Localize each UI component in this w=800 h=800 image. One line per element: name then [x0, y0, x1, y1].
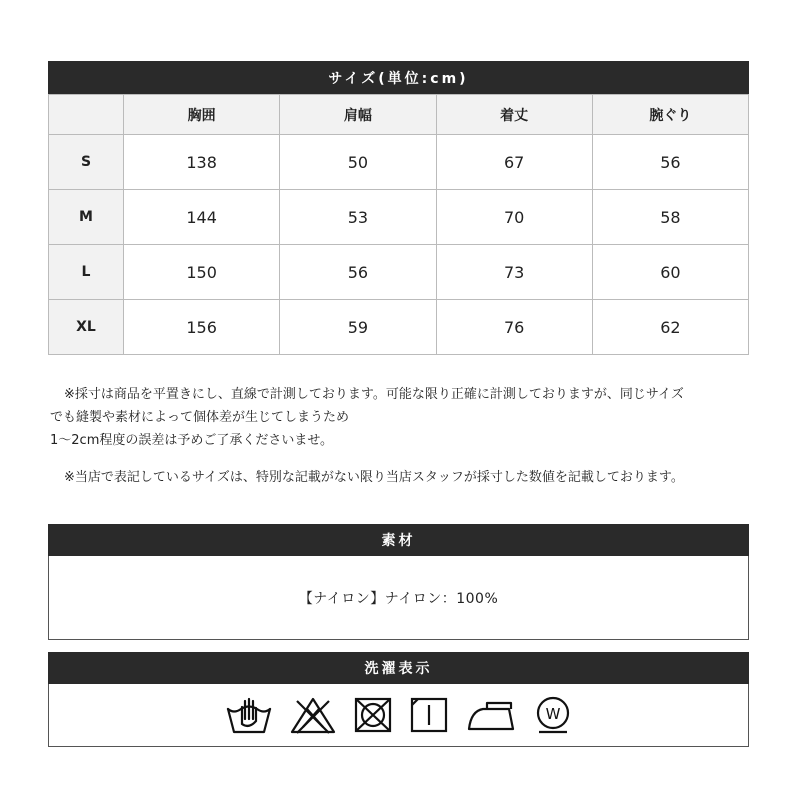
- table-cell: 53: [280, 190, 436, 245]
- header-armhole: 腕ぐり: [592, 95, 748, 135]
- material-text: 【ナイロン】ナイロン：100%: [298, 590, 499, 607]
- table-cell: 60: [592, 245, 748, 300]
- size-label: S: [49, 135, 124, 190]
- note-line: 1〜2cm程度の誤差は予めご了承くださいませ。: [50, 433, 333, 448]
- header-corner-cell: [49, 95, 124, 135]
- note-line: でも縫製や素材によって個体差が生じてしまうため: [50, 410, 350, 425]
- table-cell: 70: [436, 190, 592, 245]
- line-dry-shade-icon: [409, 695, 449, 735]
- table-cell: 59: [280, 300, 436, 355]
- care-box: [48, 684, 749, 747]
- svg-text:W: W: [545, 705, 560, 723]
- size-table-title: [48, 61, 749, 94]
- wet-clean-icon: [533, 695, 573, 735]
- table-cell: 156: [124, 300, 280, 355]
- no-bleach-icon: [289, 695, 337, 735]
- note-line: ※採寸は商品を平置きにし、直線で計測しております。可能な限り正確に計測しておりますが、同じサイズ: [64, 387, 684, 402]
- size-label: XL: [49, 300, 124, 355]
- size-table-header-row: [49, 95, 749, 135]
- table-cell: 76: [436, 300, 592, 355]
- care-title-text: 洗濯表示: [364, 661, 433, 677]
- header-shoulder: 肩幅: [280, 95, 436, 135]
- table-cell: 67: [436, 135, 592, 190]
- table-cell: 50: [280, 135, 436, 190]
- table-cell: 73: [436, 245, 592, 300]
- care-icons: [225, 695, 573, 735]
- no-tumble-dry-icon: [353, 695, 393, 735]
- table-cell: 150: [124, 245, 280, 300]
- table-row: [49, 190, 749, 245]
- table-cell: 138: [124, 135, 280, 190]
- header-length: 着丈: [436, 95, 592, 135]
- size-label: L: [49, 245, 124, 300]
- size-table-title-text: サイズ(単位:cm): [328, 70, 469, 87]
- iron-low-icon: [465, 695, 517, 735]
- hand-wash-icon: [225, 695, 273, 735]
- size-notes: [50, 383, 750, 489]
- table-cell: 144: [124, 190, 280, 245]
- table-row: [49, 245, 749, 300]
- table-cell: 56: [592, 135, 748, 190]
- material-title-text: 素材: [381, 533, 416, 549]
- table-row: [49, 135, 749, 190]
- table-cell: 56: [280, 245, 436, 300]
- table-cell: 62: [592, 300, 748, 355]
- material-title: [48, 524, 749, 556]
- table-row: [49, 300, 749, 355]
- size-table: [48, 94, 749, 355]
- table-cell: 58: [592, 190, 748, 245]
- note-line: ※当店で表記しているサイズは、特別な記載がない限り当店スタッフが採寸した数値を記載しております。: [64, 470, 684, 485]
- care-title: [48, 652, 749, 684]
- size-label: M: [49, 190, 124, 245]
- header-chest: 胸囲: [124, 95, 280, 135]
- material-box: [48, 556, 749, 640]
